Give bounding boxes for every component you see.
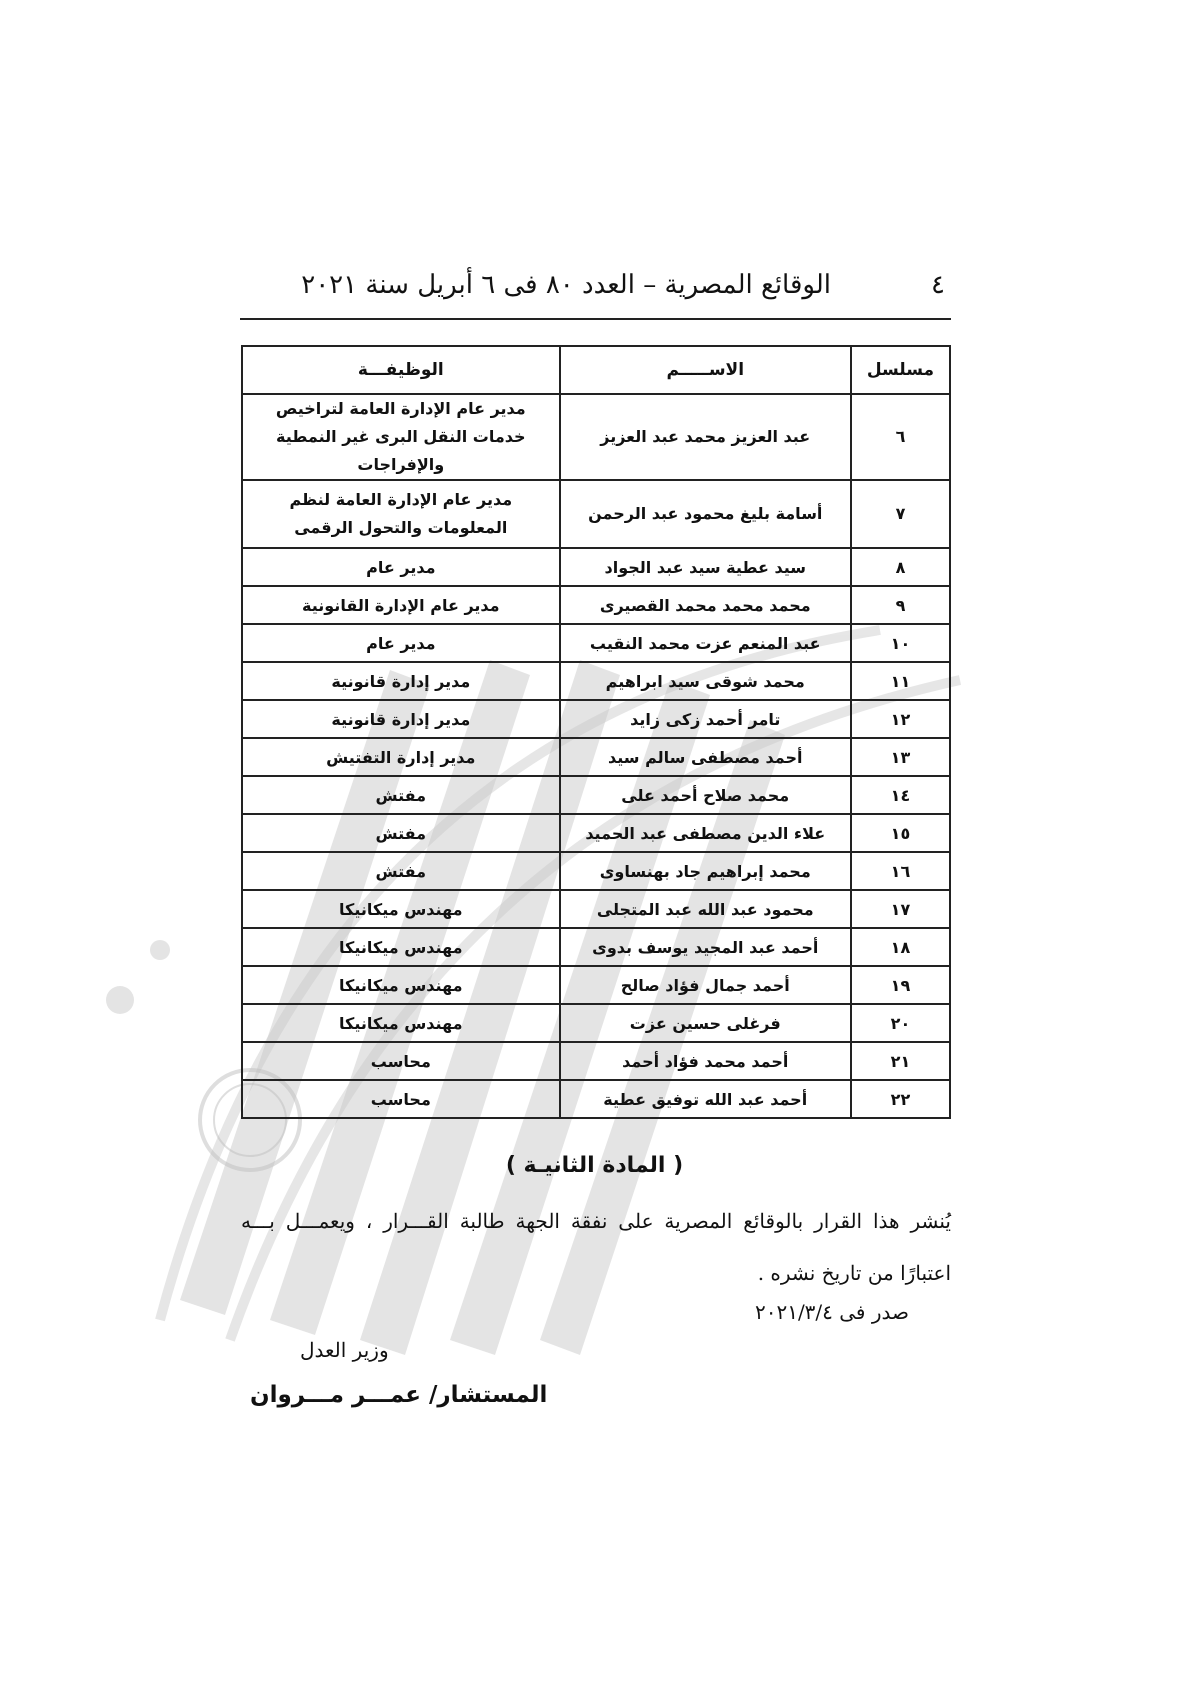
cell-serial: ٢١ <box>851 1042 950 1080</box>
cell-name: أحمد محمد فؤاد أحمد <box>560 1042 851 1080</box>
cell-name: محمد صلاح أحمد على <box>560 776 851 814</box>
cell-serial: ١٢ <box>851 700 950 738</box>
cell-name: أحمد مصطفى سالم سيد <box>560 738 851 776</box>
cell-name: فرغلى حسين عزت <box>560 1004 851 1042</box>
cell-job: مدير إدارة قانونية <box>242 700 560 738</box>
cell-name: محمود عبد الله عبد المتجلى <box>560 890 851 928</box>
page-header <box>240 262 951 320</box>
table-row <box>242 394 950 480</box>
table-row <box>242 700 950 738</box>
cell-job: مفتش <box>242 776 560 814</box>
table-row <box>242 624 950 662</box>
cell-name: محمد إبراهيم جاد بهنساوى <box>560 852 851 890</box>
cell-name: أحمد عبد المجيد يوسف بدوى <box>560 928 851 966</box>
cell-name: تامر أحمد زكى زايد <box>560 700 851 738</box>
cell-name: محمد محمد محمد القصيرى <box>560 586 851 624</box>
table-row <box>242 890 950 928</box>
cell-serial: ٩ <box>851 586 950 624</box>
employees-table <box>241 345 951 1119</box>
table-row <box>242 662 950 700</box>
cell-name: عبد المنعم عزت محمد النقيب <box>560 624 851 662</box>
table-row <box>242 852 950 890</box>
cell-job: مهندس ميكانيكا <box>242 890 560 928</box>
table-row <box>242 480 950 548</box>
table-body <box>242 394 950 1118</box>
table-row <box>242 814 950 852</box>
cell-serial: ٧ <box>851 480 950 548</box>
cell-job: مفتش <box>242 852 560 890</box>
cell-name: عبد العزيز محمد عبد العزيز <box>560 394 851 480</box>
cell-serial: ١٩ <box>851 966 950 1004</box>
cell-serial: ٨ <box>851 548 950 586</box>
table-row <box>242 1042 950 1080</box>
cell-job: مدير عام <box>242 548 560 586</box>
cell-job: مدير إدارة قانونية <box>242 662 560 700</box>
table-row <box>242 548 950 586</box>
cell-serial: ١٦ <box>851 852 950 890</box>
cell-job: محاسب <box>242 1042 560 1080</box>
signature-name: المستشار/ عمـــر مـــروان <box>250 1382 548 1408</box>
cell-name: علاء الدين مصطفى عبد الحميد <box>560 814 851 852</box>
table-row <box>242 586 950 624</box>
cell-serial: ١٤ <box>851 776 950 814</box>
table-row <box>242 1080 950 1118</box>
page-number: ٤ <box>931 270 945 300</box>
issue-line: الوقائع المصرية – العدد ٨٠ فى ٦ أبريل سنة ٢٠٢١ <box>301 270 831 300</box>
cell-serial: ١٥ <box>851 814 950 852</box>
cell-serial: ١٣ <box>851 738 950 776</box>
cell-job: مدير عام الإدارة القانونية <box>242 586 560 624</box>
cell-serial: ١٧ <box>851 890 950 928</box>
cell-job: مهندس ميكانيكا <box>242 966 560 1004</box>
cell-name: أحمد عبد الله توفيق عطية <box>560 1080 851 1118</box>
cell-job: مدير عام <box>242 624 560 662</box>
table-row <box>242 738 950 776</box>
issue-date: صدر فى ٢٠٢١/٣/٤ <box>754 1300 909 1324</box>
cell-name: أحمد جمال فؤاد صالح <box>560 966 851 1004</box>
cell-name: سيد عطية سيد عبد الجواد <box>560 548 851 586</box>
cell-job: مفتش <box>242 814 560 852</box>
table-row <box>242 966 950 1004</box>
table-row <box>242 1004 950 1042</box>
cell-job: مهندس ميكانيكا <box>242 928 560 966</box>
cell-job: مدير إدارة التفتيش <box>242 738 560 776</box>
table-row <box>242 776 950 814</box>
cell-job: مدير عام الإدارة العامة لتراخيص خدمات النقل البرى غير النمطية والإفراجات <box>242 394 560 480</box>
article-title: ( المادة الثانيـة ) <box>505 1153 684 1178</box>
article-body: يُنشر هذا القرار بالوقائع المصرية على نفقة الجهة طالبة القـــرار ، ويعمـــل بـــه اعتبارًا من تاريخ نشره . <box>241 1209 951 1285</box>
cell-serial: ١٨ <box>851 928 950 966</box>
table-row <box>242 928 950 966</box>
cell-name: أسامة بليغ محمود عبد الرحمن <box>560 480 851 548</box>
cell-job: مهندس ميكانيكا <box>242 1004 560 1042</box>
cell-serial: ١١ <box>851 662 950 700</box>
cell-job: محاسب <box>242 1080 560 1118</box>
table-header-row <box>242 346 950 394</box>
header-name: الاســـــم <box>560 346 851 394</box>
cell-serial: ٦ <box>851 394 950 480</box>
cell-job: مدير عام الإدارة العامة لنظم المعلومات والتحول الرقمى <box>242 480 560 548</box>
minister-title: وزير العدل <box>300 1338 389 1362</box>
cell-serial: ٢٢ <box>851 1080 950 1118</box>
cell-name: محمد شوقى سيد ابراهيم <box>560 662 851 700</box>
header-serial: مسلسل <box>851 346 950 394</box>
cell-serial: ٢٠ <box>851 1004 950 1042</box>
cell-serial: ١٠ <box>851 624 950 662</box>
header-job: الوظيفـــة <box>242 346 560 394</box>
